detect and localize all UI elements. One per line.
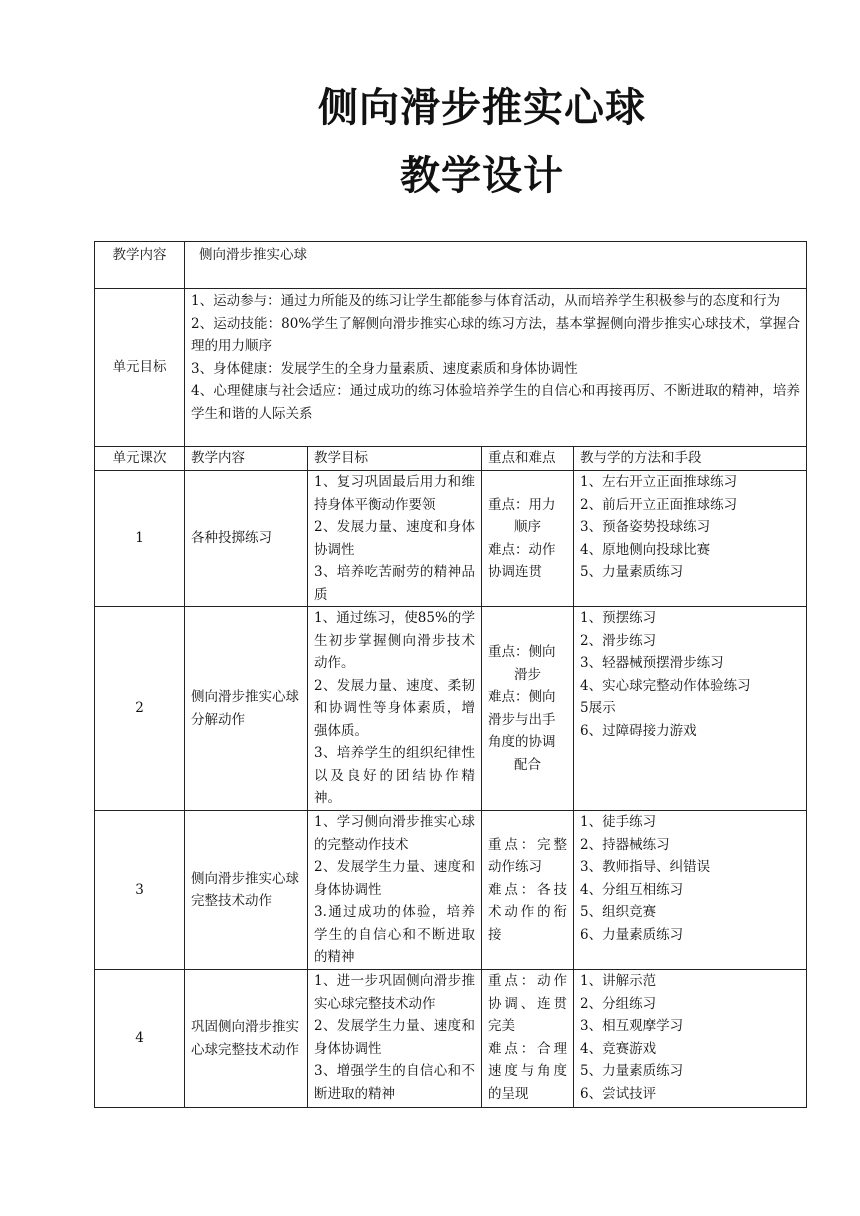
- method-item: 1、徒手练习: [580, 814, 657, 830]
- lesson-row: [95, 471, 807, 607]
- lesson-goals: [308, 811, 482, 970]
- method-item: 1、左右开立正面推球练习: [580, 474, 738, 490]
- method-item: 5展示: [580, 700, 616, 716]
- content-label: 教学内容: [95, 242, 185, 289]
- lesson-content: 侧向滑步推实心球分解动作: [185, 607, 308, 811]
- method-item: 4、实心球完整动作体验练习: [580, 677, 751, 694]
- lesson-row: [95, 970, 807, 1108]
- teaching-design-table: [94, 241, 807, 1108]
- goal-item: 3、培养学生的组织纪律性以及良好的团结协作精神。: [314, 745, 475, 806]
- goal-item: 3.通过成功的体验，培养学生的自信心和不断进取的精神: [314, 904, 475, 965]
- goal-item: 1、通过练习，使85%的学生初步掌握侧向滑步技术动作。: [314, 610, 475, 671]
- header-key-points: 重点和难点: [482, 447, 574, 471]
- goal-line: 3、身体健康：发展学生的全身力量素质、速度素质和身体协调性: [191, 360, 578, 377]
- goal-item: 2、发展学生力量、速度和身体协调性: [314, 1018, 475, 1057]
- method-item: 4、原地侧向投球比赛: [580, 541, 711, 558]
- lesson-number: 3: [95, 811, 185, 970]
- key-item: 重点：完整动作练习: [488, 836, 567, 876]
- goal-label: 单元目标: [95, 289, 185, 447]
- header-row: [95, 447, 807, 471]
- method-item: 5、力量素质练习: [580, 564, 684, 580]
- lesson-goals: [308, 970, 482, 1108]
- header-methods: 教与学的方法和手段: [574, 447, 807, 471]
- key-item: 协调连贯: [488, 564, 542, 580]
- goal-item: 1、学习侧向滑步推实心球的完整动作技术: [314, 814, 475, 853]
- method-item: 2、滑步练习: [580, 632, 657, 649]
- content-row: [95, 242, 807, 289]
- lesson-methods: [574, 811, 807, 970]
- method-item: 6、过障碍接力游戏: [580, 722, 697, 739]
- goal-row: [95, 289, 807, 447]
- method-item: 2、分组练习: [580, 995, 657, 1012]
- header-goals: 教学目标: [308, 447, 482, 471]
- method-item: 3、轻器械预摆滑步练习: [580, 655, 724, 671]
- goal-item: 1、进一步巩固侧向滑步推实心球完整技术动作: [314, 973, 475, 1012]
- key-item: 滑步: [514, 666, 541, 683]
- goal-text: [185, 289, 807, 447]
- lesson-content: 各种投掷练习: [185, 471, 308, 607]
- method-item: 1、预摆练习: [580, 610, 657, 626]
- method-item: 4、分组互相练习: [580, 881, 684, 898]
- lesson-row: [95, 811, 807, 970]
- goal-line: 2、运动技能：80%学生了解侧向滑步推实心球的练习方法，基本掌握侧向滑步推实心球技术，掌握合理的用力顺序: [191, 315, 800, 354]
- lesson-row: [95, 607, 807, 811]
- lesson-number: 1: [95, 471, 185, 607]
- goal-item: 2、发展学生力量、速度和身体协调性: [314, 859, 475, 898]
- key-item: 重点：动作协调、连贯完美: [488, 973, 567, 1034]
- lesson-methods: [574, 471, 807, 607]
- lesson-goals: [308, 607, 482, 811]
- key-item: 难点：合理速度与角度的呈现: [488, 1040, 567, 1102]
- method-item: 3、预备姿势投球练习: [580, 519, 711, 535]
- lesson-number: 2: [95, 607, 185, 811]
- lesson-content: 巩固侧向滑步推实心球完整技术动作: [185, 970, 308, 1108]
- document-subtitle: 教学设计: [400, 152, 564, 199]
- key-item: 难点：侧向: [488, 689, 556, 705]
- lesson-key-points: [482, 471, 574, 607]
- method-item: 2、持器械练习: [580, 836, 670, 853]
- key-item: 难点：各技术动作的衔接: [488, 881, 567, 943]
- header-content: 教学内容: [185, 447, 308, 471]
- lesson-key-points: [482, 607, 574, 811]
- method-item: 3、相互观摩学习: [580, 1018, 684, 1034]
- goal-item: 3、增强学生的自信心和不断进取的精神: [314, 1063, 475, 1102]
- lesson-key-points: [482, 970, 574, 1108]
- lesson-methods: [574, 970, 807, 1108]
- header-lesson-number: 单元课次: [95, 447, 185, 471]
- key-item: 重点：侧向: [488, 644, 556, 660]
- goal-item: 3、培养吃苦耐劳的精神品质: [314, 564, 475, 603]
- method-item: 6、力量素质练习: [580, 926, 684, 943]
- method-item: 4、竞赛游戏: [580, 1040, 657, 1057]
- key-item: 配合: [514, 756, 541, 773]
- content-value: 侧向滑步推实心球: [185, 242, 807, 289]
- lesson-content: 侧向滑步推实心球完整技术动作: [185, 811, 308, 970]
- lesson-number: 4: [95, 970, 185, 1108]
- lesson-goals: [308, 471, 482, 607]
- lesson-methods: [574, 607, 807, 811]
- goal-line: 1、运动参与：通过力所能及的练习让学生都能参与体育活动，从而培养学生积极参与的态度和行为: [191, 293, 781, 309]
- document-title: 侧向滑步推实心球: [318, 84, 646, 131]
- method-item: 1、讲解示范: [580, 973, 657, 989]
- goal-item: 2、发展力量、速度、柔韧和协调性等身体素质，增强体质。: [314, 677, 475, 739]
- method-item: 2、前后开立正面推球练习: [580, 496, 738, 513]
- method-item: 5、组织竞赛: [580, 904, 657, 920]
- goal-item: 2、发展力量、速度和身体协调性: [314, 519, 475, 558]
- goal-line: 4、心理健康与社会适应：通过成功的练习体验培养学生的自信心和再接再厉、不断进取的精神，培养学生和谐的人际关系: [191, 383, 800, 422]
- key-item: 顺序: [514, 519, 541, 535]
- method-item: 6、尝试技评: [580, 1085, 657, 1102]
- method-item: 3、教师指导、纠错误: [580, 859, 711, 875]
- goal-item: 1、复习巩固最后用力和维持身体平衡动作要领: [314, 474, 475, 513]
- key-item: 难点：动作: [488, 541, 556, 558]
- key-item: 角度的协调: [488, 734, 556, 750]
- method-item: 5、力量素质练习: [580, 1063, 684, 1079]
- key-item: 滑步与出手: [488, 711, 556, 728]
- key-item: 重点：用力: [488, 496, 556, 513]
- lesson-key-points: [482, 811, 574, 970]
